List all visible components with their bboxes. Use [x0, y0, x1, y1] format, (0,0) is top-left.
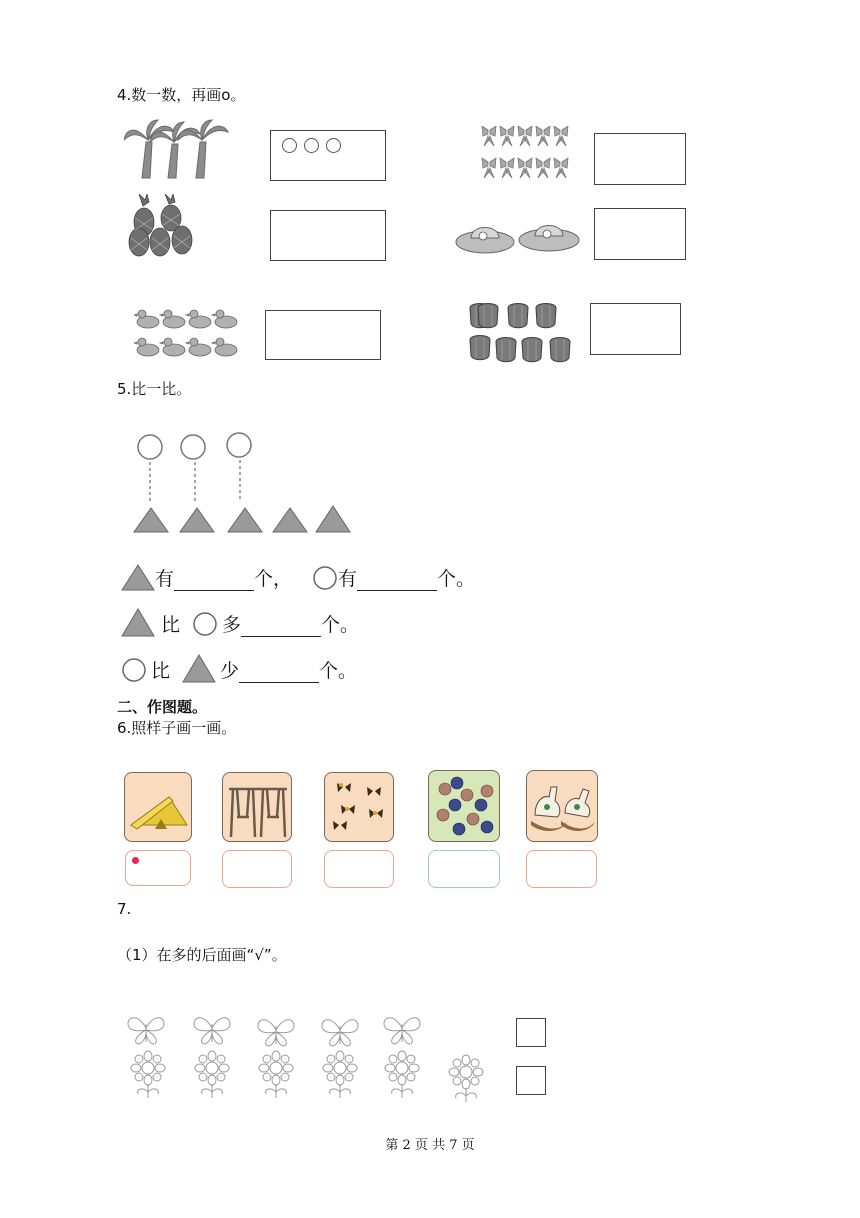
compare-line-3	[121, 653, 357, 683]
line2-text-c: 个。	[321, 614, 360, 636]
answer-box-pineapples[interactable]	[270, 210, 386, 261]
slide-picture	[125, 773, 192, 842]
line1-text-d: 个。	[437, 568, 476, 590]
blank-circle-count[interactable]	[357, 590, 437, 591]
line1-text-c: 有	[338, 568, 358, 590]
card-rocking-horses	[526, 770, 598, 842]
q7-title: 7.	[117, 900, 132, 918]
checkbox-flowers[interactable]	[516, 1066, 546, 1095]
triangle-icon	[182, 653, 216, 683]
triangle-4	[273, 508, 307, 532]
q5-title: 5.比一比。	[117, 380, 192, 398]
card-flowers	[428, 770, 500, 842]
triangle-1	[134, 508, 168, 532]
line1-text-a: 有	[155, 568, 175, 590]
line3-text-c: 个。	[319, 660, 358, 682]
answer-box-butterflies[interactable]	[594, 133, 686, 185]
card-butterflies	[324, 772, 394, 842]
triangle-3	[228, 508, 262, 532]
swing-picture	[223, 773, 292, 842]
peppers-picture	[468, 302, 578, 366]
answer-box-hats[interactable]	[594, 208, 686, 260]
small-butterflies-picture	[480, 126, 572, 186]
circle-icon	[121, 657, 147, 683]
blank-less-count[interactable]	[239, 682, 319, 683]
line2-text-b: 多	[222, 614, 242, 636]
circle-icon	[192, 611, 218, 637]
blank-triangle-count[interactable]	[174, 590, 254, 591]
drawn-circle	[326, 138, 341, 153]
card-slide	[124, 772, 192, 842]
line1-text-b: 个，	[254, 568, 293, 590]
answer-box-flowers[interactable]	[428, 850, 500, 888]
compare-line-2	[121, 607, 359, 637]
answer-box-slide[interactable]	[125, 850, 191, 886]
answer-box-swing[interactable]	[222, 850, 292, 888]
page-footer: 第 2 页 共 7 页	[385, 1138, 475, 1153]
drawn-circle	[304, 138, 319, 153]
triangle-2	[180, 508, 214, 532]
circle-1	[138, 435, 162, 459]
q4-title: 4.数一数，再画o。	[117, 86, 246, 104]
card-swing	[222, 772, 292, 842]
sample-dot	[132, 857, 139, 864]
pineapples-picture	[127, 194, 195, 258]
hats-picture	[455, 214, 581, 256]
circle-2	[181, 435, 205, 459]
flowers-picture	[429, 771, 500, 842]
q7-sub1: （1）在多的后面画“√”。	[117, 946, 287, 964]
triangle-5	[316, 506, 350, 532]
line2-text-a: 比	[161, 614, 181, 636]
blank-more-count[interactable]	[241, 636, 321, 637]
triangle-icon	[121, 563, 155, 591]
section2-title: 二、作图题。	[117, 698, 208, 716]
answer-box-rocking-horses[interactable]	[526, 850, 597, 888]
line3-text-b: 少	[220, 660, 240, 682]
ducks-picture	[134, 308, 244, 364]
circle-3	[227, 433, 251, 457]
answer-box-palms[interactable]	[270, 130, 386, 181]
answer-box-ducks[interactable]	[265, 310, 381, 360]
answer-box-peppers[interactable]	[590, 303, 681, 355]
line3-text-a: 比	[151, 660, 171, 682]
q6-title: 6.照样子画一画。	[117, 719, 237, 737]
drawn-circle	[282, 138, 297, 153]
palm-trees-picture	[124, 118, 230, 180]
triangle-icon	[121, 607, 155, 637]
rocking-horses-picture	[527, 771, 598, 842]
butterflies-picture	[325, 773, 394, 842]
answer-box-butterflies-card[interactable]	[324, 850, 394, 888]
compare-diagram	[128, 430, 358, 536]
checkbox-butterflies[interactable]	[516, 1018, 546, 1047]
compare-line-1	[121, 563, 475, 591]
circle-icon	[312, 565, 338, 591]
butterflies-flowers-picture	[124, 1010, 490, 1104]
